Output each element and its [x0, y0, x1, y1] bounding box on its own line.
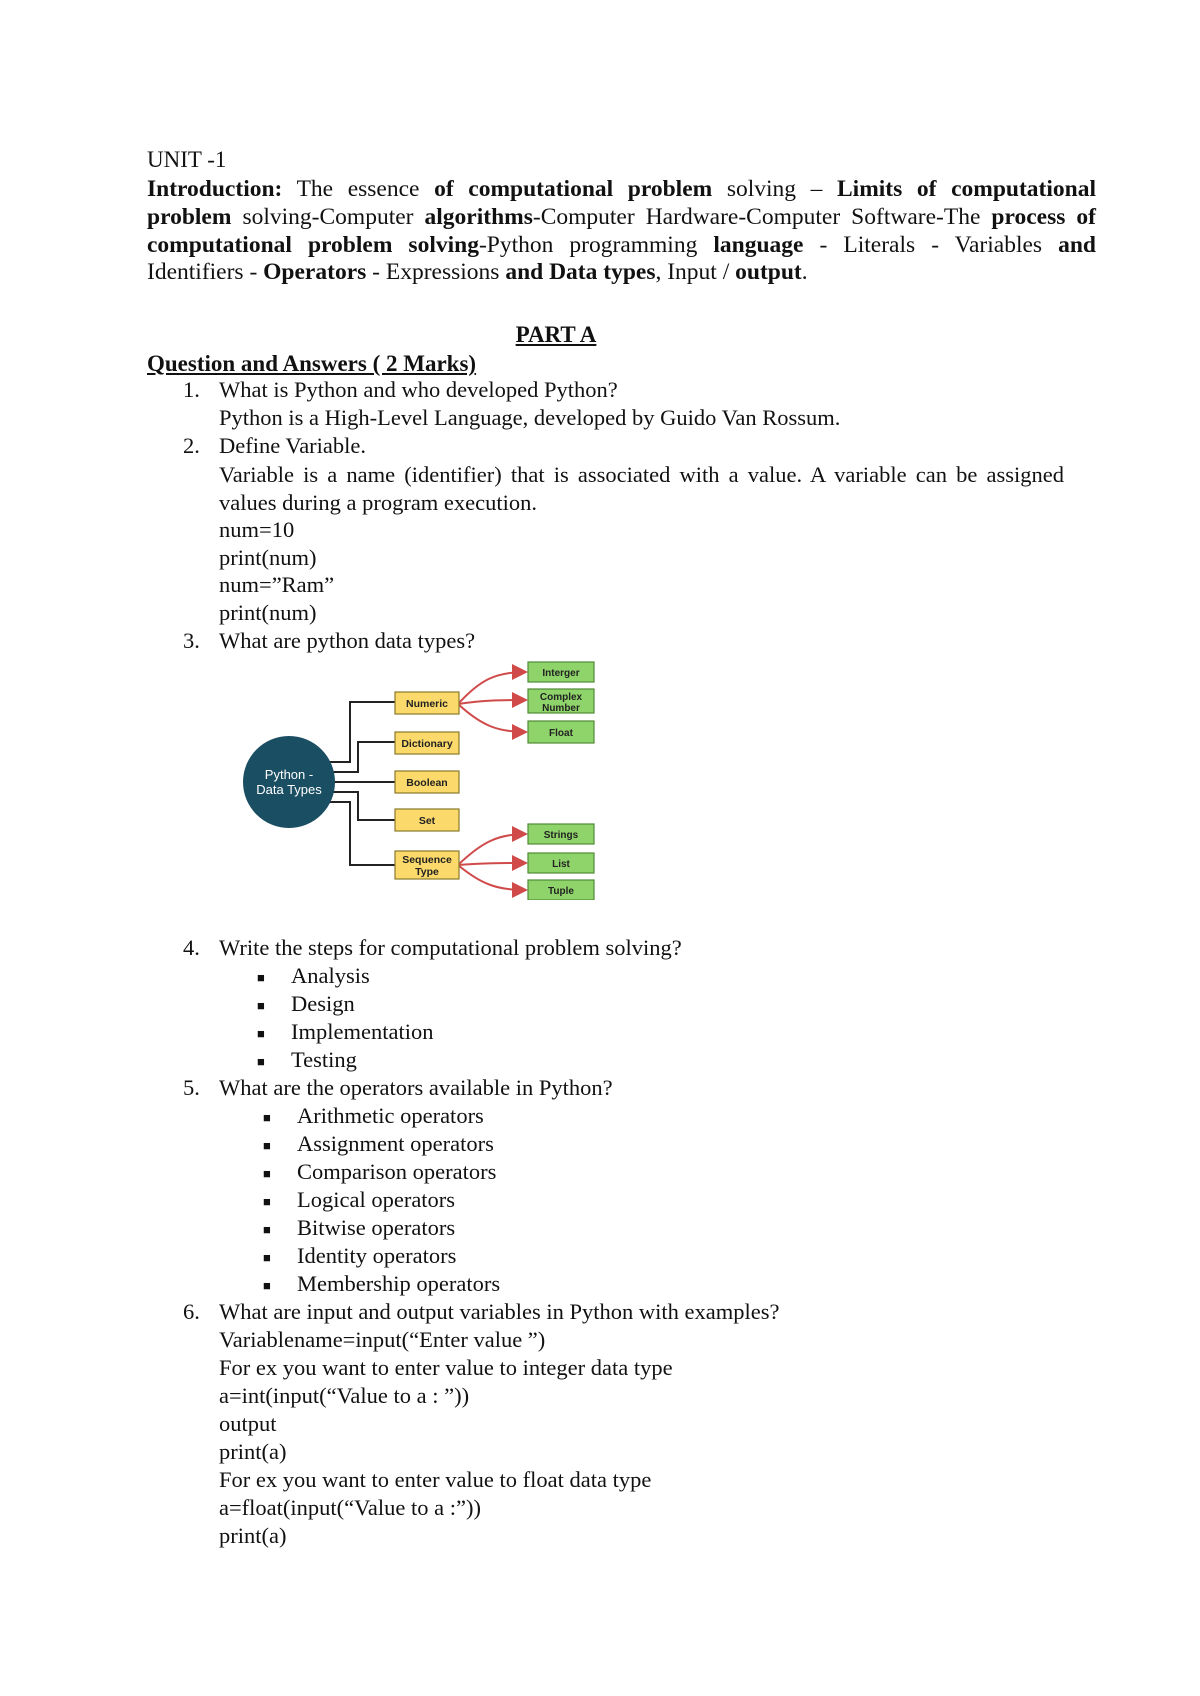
q2-code-line: print(num): [219, 545, 317, 570]
q2-code-line: num=10: [219, 517, 295, 542]
bullet-icon: ■: [263, 1194, 271, 1209]
tuple-label: Tuple: [548, 886, 574, 897]
bullet-icon: ■: [257, 1054, 265, 1069]
intro-segment: and: [1058, 231, 1096, 258]
intro-segment: , Input /: [655, 259, 736, 286]
arrow-lines: [458, 672, 526, 890]
bullet-icon: ■: [257, 998, 265, 1013]
bullet-icon: ■: [263, 1250, 271, 1265]
intro-segment: Identifiers -: [147, 259, 264, 286]
strings-label: Strings: [543, 830, 579, 841]
complex-label-line-1: Complex: [539, 692, 583, 703]
q5-item: Membership operators: [297, 1271, 501, 1296]
q5-question: What are the operators available in Python?: [219, 1075, 613, 1100]
unit-introduction: [147, 176, 1096, 287]
qa-heading: Question and Answers ( 2 Marks): [147, 351, 477, 376]
q6-line: print(a): [219, 1523, 287, 1548]
numeric-label: Numeric: [405, 698, 449, 710]
intro-segment: Operators: [263, 259, 367, 286]
q6-line: a=float(input(“Value to a :”)): [219, 1495, 481, 1520]
intro-segment: output: [735, 259, 802, 286]
boolean-label: Boolean: [406, 777, 448, 789]
q6-line: output: [219, 1411, 277, 1436]
q2-code-line: print(num): [219, 600, 317, 625]
q6-number: 6.: [183, 1299, 200, 1324]
intro-label: Introduction:: [147, 176, 283, 202]
bullet-icon: ■: [263, 1110, 271, 1125]
q5-item: Bitwise operators: [297, 1215, 456, 1240]
intro-segment: The essence: [296, 176, 435, 202]
intro-segment: solving-Computer: [231, 203, 425, 230]
intro-segment: - Literals - Variables: [803, 231, 1059, 258]
intro-segment: solving –: [712, 176, 837, 202]
q4-item: Implementation: [291, 1019, 434, 1044]
q5-item: Logical operators: [297, 1187, 456, 1212]
q2-number: 2.: [183, 433, 200, 458]
q2-question: Define Variable.: [219, 433, 367, 458]
q4-number: 4.: [183, 935, 200, 960]
q1-question: What is Python and who developed Python?: [219, 377, 618, 402]
bullet-icon: ■: [263, 1138, 271, 1153]
center-label-line-2: Data Types: [256, 782, 322, 797]
intro-segment: process of computational problem solving: [147, 203, 1096, 258]
q1-number: 1.: [183, 377, 200, 402]
intro-segment: -Computer Hardware-Computer Software-The: [532, 203, 992, 230]
bullet-icon: ■: [257, 1026, 265, 1041]
list-label: List: [552, 859, 570, 870]
q5-item: Assignment operators: [297, 1131, 494, 1156]
part-a-heading: PART A: [515, 322, 597, 347]
q6-line: For ex you want to enter value to integer data type: [219, 1355, 673, 1380]
q2-code-line: num=”Ram”: [219, 572, 335, 597]
set-label: Set: [418, 815, 436, 827]
q6-line: For ex you want to enter value to float data type: [219, 1467, 652, 1492]
q6-line: Variablename=input(“Enter value ”): [219, 1327, 546, 1352]
q2-answer: Variable is a name (identifier) that is associated with a value. A variable can be assigned values during a program execution.: [219, 462, 1064, 515]
q6-line: a=int(input(“Value to a : ”)): [219, 1383, 470, 1408]
intro-segment: Limits of computational problem: [147, 176, 1096, 230]
intro-segment: - Expressions: [366, 259, 506, 286]
intro-segment: algorithms: [424, 203, 533, 230]
intro-segment: .: [801, 259, 808, 286]
q5-item: Identity operators: [297, 1243, 457, 1268]
bullet-icon: ■: [263, 1278, 271, 1293]
q5-item: Comparison operators: [297, 1159, 497, 1184]
q1-answer: Python is a High-Level Language, developed by Guido Van Rossum.: [219, 405, 841, 430]
intro-segment: -Python programming: [478, 231, 714, 258]
q4-item: Analysis: [291, 963, 370, 988]
bullet-icon: ■: [257, 970, 265, 985]
sequence-label-line-1: Sequence: [402, 854, 452, 866]
center-label-line-1: Python -: [264, 767, 314, 782]
float-label: Float: [549, 728, 573, 739]
dictionary-label: Dictionary: [401, 738, 453, 750]
sequence-label-line-2: Type: [415, 866, 439, 878]
bullet-icon: ■: [263, 1222, 271, 1237]
unit-title: UNIT -1: [147, 147, 227, 172]
q5-number: 5.: [183, 1075, 200, 1100]
intro-segment: and Data types: [505, 259, 656, 286]
q4-question: Write the steps for computational problem solving?: [219, 935, 682, 960]
q3-number: 3.: [183, 628, 200, 653]
q4-item: Design: [291, 991, 355, 1016]
python-data-types-diagram: [240, 660, 610, 900]
q5-item: Arithmetic operators: [297, 1103, 484, 1128]
q3-question: What are python data types?: [219, 628, 476, 653]
complex-label-line-2: Number: [542, 703, 580, 714]
q6-question: What are input and output variables in Python with examples?: [219, 1299, 780, 1324]
bullet-icon: ■: [263, 1166, 271, 1181]
q6-line: print(a): [219, 1439, 287, 1464]
intro-segment: language: [713, 231, 804, 258]
integer-label: Interger: [542, 668, 580, 679]
intro-segments: [147, 176, 1096, 285]
q4-item: Testing: [291, 1047, 357, 1072]
intro-segment: of computational problem: [434, 176, 713, 202]
